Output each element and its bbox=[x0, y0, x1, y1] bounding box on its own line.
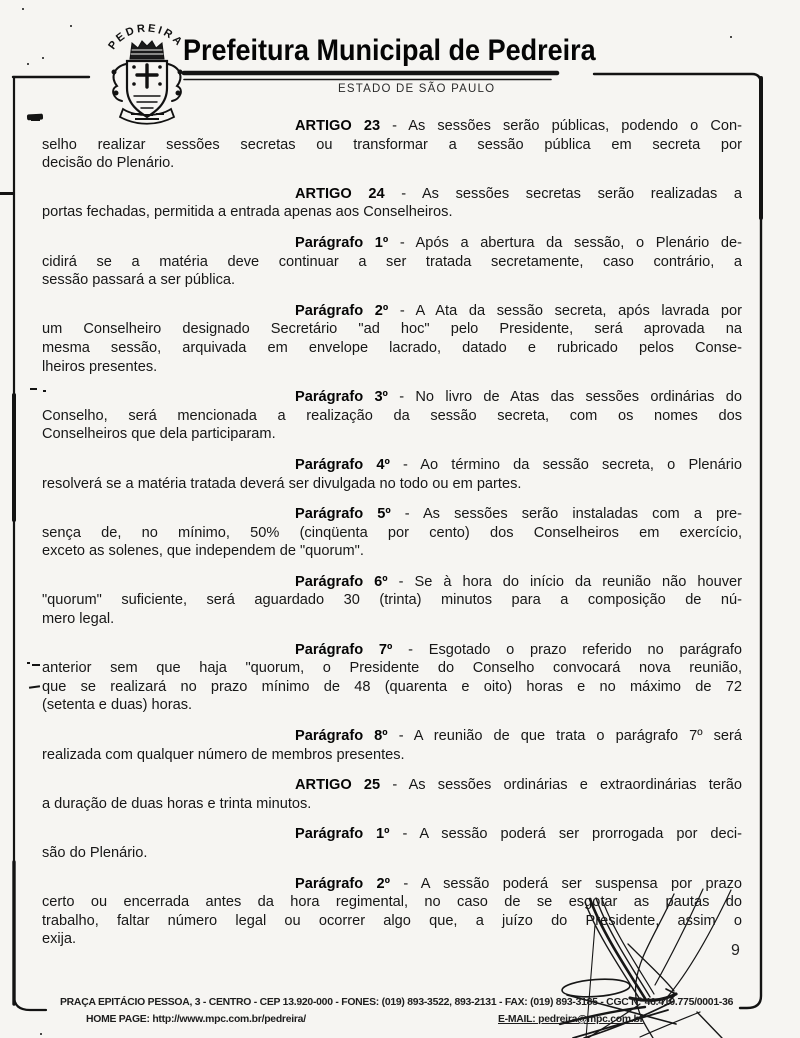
scan-speck bbox=[22, 8, 24, 10]
paragraph-line: mesma sessão, arquivada em envelope lacrado, datado e rubricado pelos Conse- bbox=[42, 339, 742, 356]
logo-arched-text: PEDREIRA bbox=[106, 22, 186, 52]
paragraph-label: Parágrafo 2º bbox=[295, 302, 389, 319]
paragraph bbox=[42, 875, 742, 949]
paragraph-line: Conselheiros que dela participaram. bbox=[42, 426, 276, 443]
ink-smudge bbox=[31, 118, 40, 121]
paragraph-line: certo ou encerrada antes da hora regimental, no caso de se esgotar as pautas do bbox=[42, 894, 742, 911]
page-title: Prefeitura Municipal de Pedreira bbox=[183, 34, 596, 67]
footer-email: E-MAIL: pedreira@mpc.com.br bbox=[498, 1014, 644, 1025]
footer-address: PRAÇA EPITÁCIO PESSOA, 3 - CENTRO - CEP 13.920-000 - FONES: (019) 893-3522, 893-2131 - FAX: (019) 893-3185 - CGC Nº 46.410.775/0001-36 bbox=[60, 997, 734, 1008]
paragraph-label: ARTIGO 24 bbox=[295, 185, 385, 202]
paragraph-line: decisão do Plenário. bbox=[42, 155, 175, 172]
page-number: 9 bbox=[731, 942, 740, 959]
paragraph-first-line: ARTIGO 25 - As sessões ordinárias e extraordinárias terão bbox=[295, 777, 742, 794]
paragraph-label: Parágrafo 4º bbox=[295, 456, 390, 473]
scan-mark bbox=[30, 388, 37, 390]
paragraph-first-line: ARTIGO 24 - As sessões secretas serão realizadas a bbox=[295, 185, 742, 202]
paragraph-first-line: Parágrafo 8º - A reunião de que trata o parágrafo 7º será bbox=[295, 728, 743, 745]
paragraph-first-line: Parágrafo 1º - Após a abertura da sessão, o Plenário de- bbox=[295, 234, 742, 251]
scan-speck bbox=[730, 36, 732, 38]
paragraph-label: Parágrafo 1º bbox=[295, 234, 389, 251]
paragraph-first-line: Parágrafo 7º - Esgotado o prazo referido no parágrafo bbox=[295, 641, 742, 658]
paragraph-label: Parágrafo 2º bbox=[295, 875, 390, 892]
paragraph-line: lheiros presentes. bbox=[42, 358, 158, 375]
letterhead-subtitle: ESTADO DE SÃO PAULO bbox=[338, 83, 496, 95]
paragraph-line: selho realizar sessões secretas ou transformar a sessão pública em secreta por bbox=[42, 136, 742, 153]
paragraph bbox=[42, 641, 742, 715]
paragraph-label: Parágrafo 3º bbox=[295, 389, 388, 406]
scan-speck bbox=[70, 25, 72, 27]
paragraph-first-line: Parágrafo 5º - As sessões serão instaladas com a pre- bbox=[295, 506, 742, 523]
paragraph-first-line: Parágrafo 2º - A Ata da sessão secreta, após lavrada por bbox=[295, 302, 742, 319]
scan-mark bbox=[32, 664, 40, 666]
paragraph-line: anterior sem que haja "quorum, o Presidente do Conselho convocará nova reunião, bbox=[42, 660, 742, 677]
paragraph-line: que se realizará no prazo mínimo de 48 (quarenta e oito) horas e no máximo de 72 bbox=[42, 678, 742, 695]
scan-speck bbox=[42, 57, 44, 59]
scan-mark bbox=[0, 192, 14, 195]
paragraph-label: Parágrafo 1º bbox=[295, 826, 390, 843]
paragraph bbox=[42, 573, 742, 629]
paragraph-first-line: Parágrafo 3º - No livro de Atas das sessões ordinárias do bbox=[295, 389, 742, 406]
paragraph-line: (setenta e duas) horas. bbox=[42, 697, 193, 714]
scan-mark bbox=[43, 390, 46, 392]
scan-speck bbox=[27, 63, 29, 65]
paragraph-line: são do Plenário. bbox=[42, 845, 148, 861]
paragraph-line: "quorum" suficiente, será aguardado 30 (trinta) minutos para a composição de nú- bbox=[42, 592, 742, 609]
paragraph-line: exija. bbox=[42, 931, 77, 948]
paragraph bbox=[42, 776, 742, 813]
paragraph bbox=[42, 117, 742, 173]
paragraph bbox=[42, 302, 742, 376]
paragraph bbox=[42, 234, 742, 290]
shield-icon bbox=[127, 61, 167, 117]
document-body bbox=[42, 117, 742, 961]
paragraph-line: sessão passará a ser pública. bbox=[42, 272, 236, 289]
paragraph bbox=[42, 505, 742, 561]
footer-homepage: HOME PAGE: http://www.mpc.com.br/pedreira/ bbox=[86, 1014, 306, 1025]
paragraph-label: Parágrafo 5º bbox=[295, 506, 391, 523]
title-underline bbox=[184, 73, 557, 80]
scan-mark bbox=[29, 685, 40, 689]
paragraph-first-line: Parágrafo 1º - A sessão poderá ser prorrogada por deci- bbox=[295, 826, 742, 843]
paragraph-first-line: Parágrafo 6º - Se à hora do início da reunião não houver bbox=[295, 573, 742, 590]
paragraph bbox=[42, 388, 742, 444]
paragraph-line: Conselho, será mencionada a realização da sessão secreta, com os nomes dos bbox=[42, 407, 742, 424]
paragraph-label: ARTIGO 23 bbox=[295, 118, 381, 134]
crown-icon bbox=[130, 41, 164, 59]
paragraph-line: realizada com qualquer número de membros presentes. bbox=[42, 746, 405, 763]
paragraph-label: ARTIGO 25 bbox=[295, 777, 381, 794]
paragraph-first-line: ARTIGO 23 - As sessões serão públicas, podendo o Con- bbox=[295, 118, 742, 134]
paragraph bbox=[42, 825, 742, 862]
paragraph-line: exceto as solenes, que independem de "quorum". bbox=[42, 543, 364, 560]
paragraph-line: sença de, no mínimo, 50% (cinqüenta por cento) dos Conselheiros em exercício, bbox=[42, 524, 742, 541]
coat-of-arms-logo bbox=[96, 14, 198, 126]
paragraph-line: a duração de duas horas e trinta minutos. bbox=[42, 795, 312, 812]
paragraph-line: portas fechadas, permitida a entrada apenas aos Conselheiros. bbox=[42, 204, 453, 221]
paragraph-line: cidirá se a matéria deve continuar a ser tratada secretamente, caso contrário, a bbox=[42, 253, 742, 270]
paragraph bbox=[42, 185, 742, 222]
paragraph-line: um Conselheiro designado Secretário "ad hoc" pelo Presidente, será aprovada na bbox=[42, 321, 742, 338]
paragraph-label: Parágrafo 6º bbox=[295, 573, 388, 590]
paragraph-label: Parágrafo 7º bbox=[295, 641, 393, 658]
paragraph-line: resolverá se a matéria tratada deverá ser divulgada no todo ou em partes. bbox=[42, 475, 522, 492]
paragraph-line: trabalho, faltar número legal ou ocorrer algo que, a juízo do Presidente, assim o bbox=[42, 912, 742, 929]
paragraph-label: Parágrafo 8º bbox=[295, 728, 388, 745]
scan-speck bbox=[40, 1033, 42, 1035]
paragraph-first-line: Parágrafo 4º - Ao término da sessão secreta, o Plenário bbox=[295, 456, 742, 473]
paragraph bbox=[42, 456, 742, 493]
paragraph bbox=[42, 727, 742, 764]
paragraph-line: mero legal. bbox=[42, 611, 115, 628]
scan-mark bbox=[27, 662, 30, 664]
paragraph-first-line: Parágrafo 2º - A sessão poderá ser suspensa por prazo bbox=[295, 875, 742, 892]
